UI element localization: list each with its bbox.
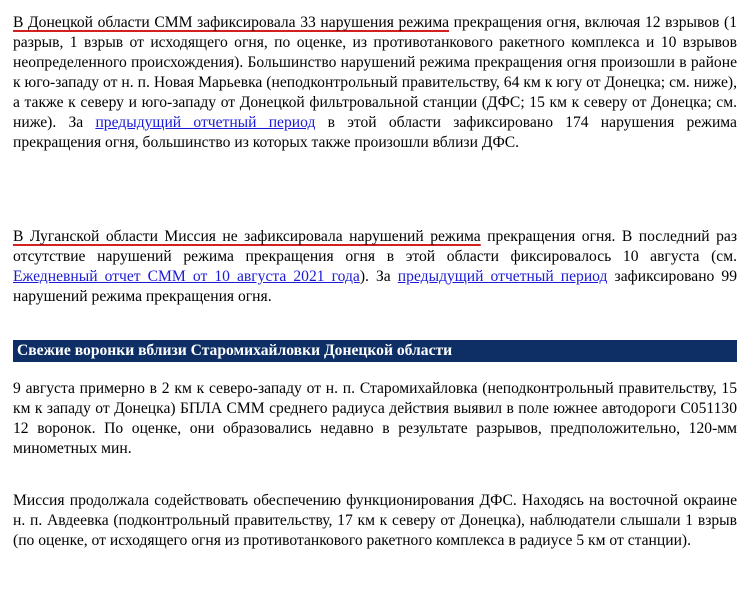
donetsk-text-part1: прекращения огня, включая 12 взрывов (1 разрыв, 1 взрыв от исходящего огня, по оценке, из противотанкового ракетного комплекса и 10 взрывов неопределенного происхождения). Большинство нарушений режима прекращения огня произошли в районе к юго-западу от н. п. Новая Марьевка (неподконтрольный правительству, 64 км к югу от Донецка; см. ниже), а также к северу и юго-западу от Донецкой фильтровальной станции (ДФС; 15 км к северу от Донецка; см. ниже). За xyxy=(13,14,737,131)
craters-section-heading: Свежие воронки вблизи Старомихайловки Донецкой области xyxy=(17,342,453,359)
section-heading-banner xyxy=(13,340,737,362)
craters-paragraph: 9 августа примерно в 2 км к северо-западу от н. п. Старомихайловка (неподконтрольный правительству, 15 км к западу от Донецка) БПЛА СММ среднего радиуса действия выявил в поле южнее автодороги С051130 12 воронок. По оценке, они образовались недавно в результате разрывов, предположительно, 120-мм минометных мин. xyxy=(13,380,737,457)
donetsk-paragraph xyxy=(13,13,737,153)
donetsk-highlighted-lead: В Донецкой области СММ зафиксировала 33 нарушения режима xyxy=(13,14,450,31)
donetsk-text-part2: в этой области зафиксировано 174 нарушения режима прекращения огня, большинство из которых также произошли вблизи ДФС. xyxy=(13,114,737,151)
dfs-paragraph: Миссия продолжала содействовать обеспечению функционирования ДФС. Находясь на восточной окраине н. п. Авдеевка (подконтрольный правительству, 17 км к северу от Донецка), наблюдатели слышали 1 взрыв (по оценке, от исходящего огня из противотанкового ракетного комплекса в радиусе 5 км от станции). xyxy=(13,492,737,549)
luhansk-text-part2: ). За xyxy=(359,268,398,285)
luhansk-text-part3: зафиксировано 99 нарушений режима прекращения огня. xyxy=(13,268,737,305)
luhansk-highlighted-lead: В Луганской области Миссия не зафиксировала нарушений режима xyxy=(13,228,481,245)
luhansk-text-part1: прекращения огня. В последний раз отсутствие нарушений режима прекращения огня в этой области фиксировалось 10 августа (см. xyxy=(13,228,737,265)
luhansk-daily-report-link[interactable]: Ежедневный отчет СММ от 10 августа 2021 года xyxy=(13,268,360,285)
luhansk-previous-period-link[interactable]: предыдущий отчетный период xyxy=(397,268,608,285)
luhansk-paragraph xyxy=(13,227,737,307)
donetsk-previous-period-link[interactable]: предыдущий отчетный период xyxy=(95,114,316,131)
